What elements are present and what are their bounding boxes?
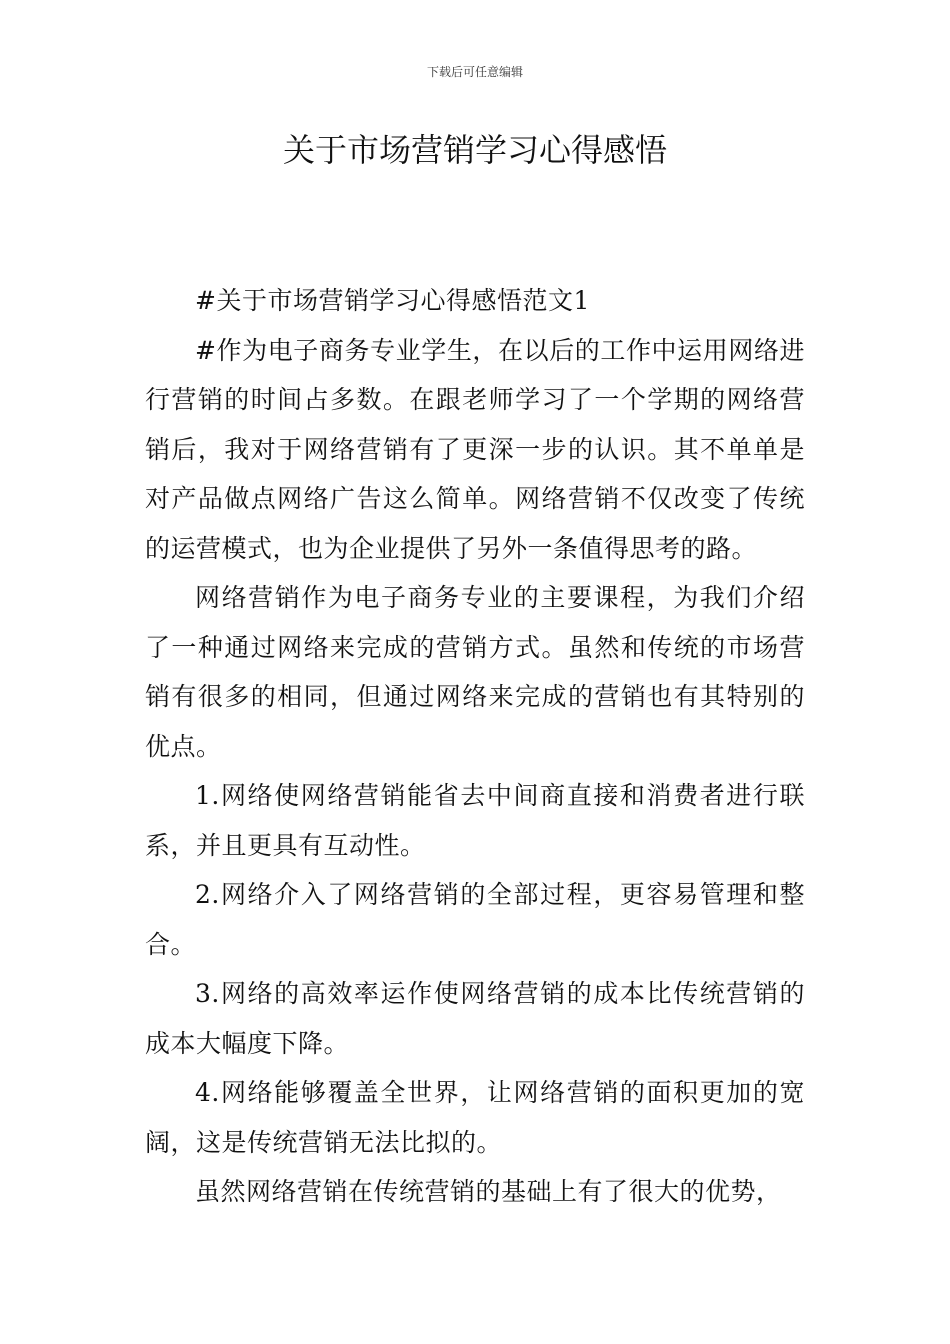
list-item: 1.网络使网络营销能省去中间商直接和消费者进行联系，并且更具有互动性。 (145, 781, 805, 860)
paragraph-subtitle: #关于市场营销学习心得感悟范文1 (195, 286, 590, 315)
list-item: 4.网络能够覆盖全世界，让网络营销的面积更加的宽阔，这是传统营销无法比拟的。 (145, 1078, 805, 1157)
paragraph: #作为电子商务专业学生，在以后的工作中运用网络进行营销的时间占多数。在跟老师学习了一个学期的网络营销后，我对于网络营销有了更深一步的认识。其不单单是对产品做点网络广告这么简单。网络营销不仅改变了传统的运营模式，也为企业提供了另外一条值得思考的路。 (145, 335, 805, 563)
document-title: 关于市场营销学习心得感悟 (282, 131, 667, 169)
document-body (145, 276, 805, 1217)
list-item: 2.网络介入了网络营销的全部过程，更容易管理和整合。 (145, 880, 805, 959)
list-item: 3.网络的高效率运作使网络营销的成本比传统营销的成本大幅度下降。 (145, 979, 805, 1058)
paragraph: 网络营销作为电子商务专业的主要课程，为我们介绍了一种通过网络来完成的营销方式。虽然和传统的市场营销有很多的相同，但通过网络来完成的营销也有其特别的优点。 (145, 583, 805, 761)
paragraph: 虽然网络营销在传统营销的基础上有了很大的优势， (195, 1177, 782, 1206)
header-note: 下载后可任意编辑 (426, 65, 523, 79)
